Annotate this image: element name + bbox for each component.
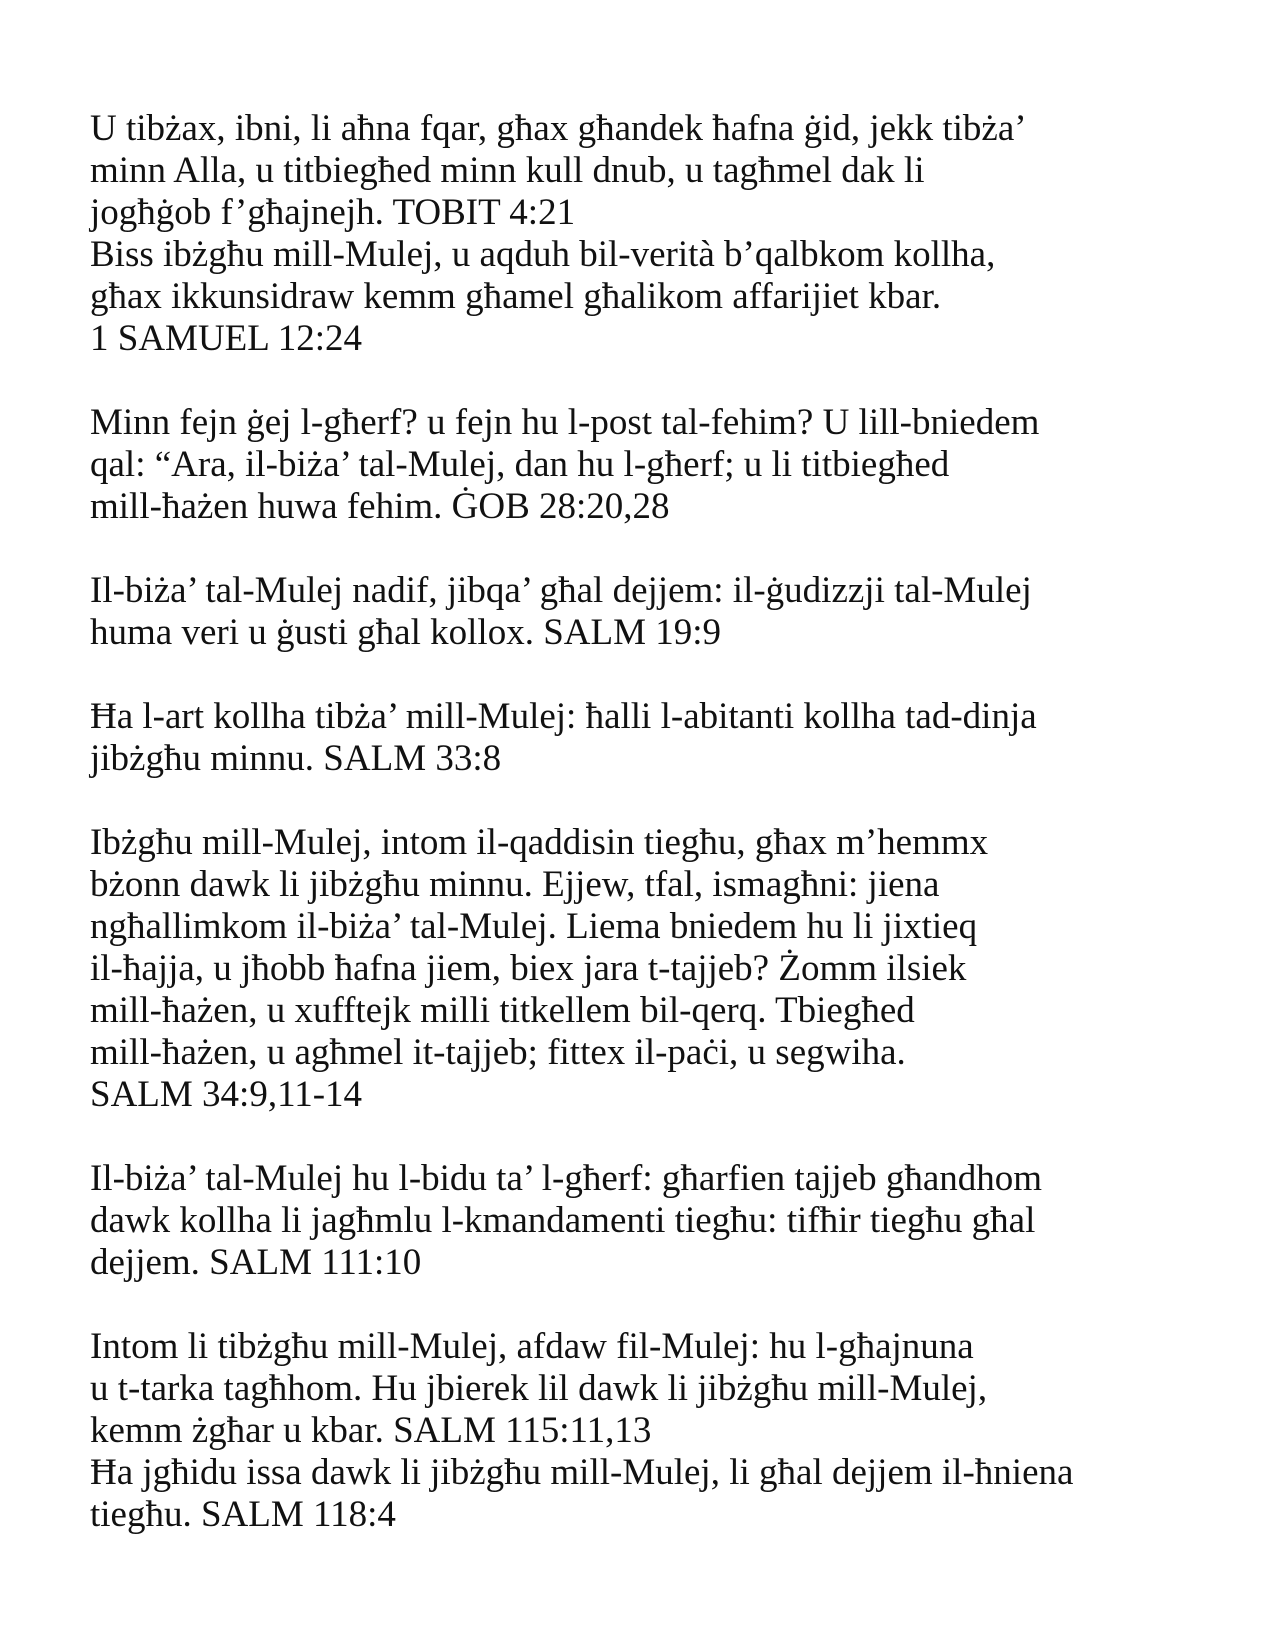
text-line: Ħa jgħidu issa dawk li jibżgħu mill-Mulej, li għal dejjem il-ħniena [90, 1452, 1074, 1493]
text-line: Il-biża’ tal-Mulej nadif, jibqa’ għal dejjem: il-ġudizzji tal-Mulej [90, 570, 1032, 611]
verse-block-6 [90, 1158, 1200, 1284]
verse-block-5 [90, 822, 1200, 1116]
text-line: Intom li tibżgħu mill-Mulej, afdaw fil-Mulej: hu l-għajnuna [90, 1326, 974, 1367]
text-line: Ibżgħu mill-Mulej, intom il-qaddisin tiegħu, għax m’hemmx [90, 822, 989, 863]
text-line: Il-biża’ tal-Mulej hu l-bidu ta’ l-għerf: għarfien tajjeb għandhom [90, 1158, 1043, 1199]
text-line: mill-ħażen huwa fehim. ĠOB 28:20,28 [90, 486, 670, 527]
verse-block-1 [90, 108, 1200, 360]
text-line: Minn fejn ġej l-għerf? u fejn hu l-post tal-fehim? U lill-bniedem [90, 402, 1040, 443]
text-line: il-ħajja, u jħobb ħafna jiem, biex jara t-tajjeb? Żomm ilsiek [90, 948, 967, 989]
text-line: dejjem. SALM 111:10 [90, 1242, 422, 1283]
text-line: jogħġob f’għajnejh. TOBIT 4:21 [90, 192, 576, 233]
verse-block-4 [90, 696, 1200, 780]
text-line: Biss ibżgħu mill-Mulej, u aqduh bil-verità b’qalbkom kollha, [90, 234, 996, 275]
text-line: mill-ħażen, u xufftejk milli titkellem bil-qerq. Tbiegħed [90, 990, 915, 1031]
text-line: huma veri u ġusti għal kollox. SALM 19:9 [90, 612, 722, 653]
text-line: jibżgħu minnu. SALM 33:8 [90, 738, 502, 779]
text-line: 1 SAMUEL 12:24 [90, 318, 363, 359]
text-line: SALM 34:9,11-14 [90, 1074, 363, 1115]
text-line: mill-ħażen, u agħmel it-tajjeb; fittex il-paċi, u segwiha. [90, 1032, 906, 1073]
text-line: tiegħu. SALM 118:4 [90, 1494, 396, 1535]
verse-block-7 [90, 1326, 1200, 1536]
verse-block-2 [90, 402, 1200, 528]
verse-block-3 [90, 570, 1200, 654]
text-line: dawk kollha li jagħmlu l-kmandamenti tiegħu: tifħir tiegħu għal [90, 1200, 1036, 1241]
document-page [90, 108, 1200, 1536]
text-line: minn Alla, u titbiegħed minn kull dnub, u tagħmel dak li [90, 150, 925, 191]
text-line: kemm żgħar u kbar. SALM 115:11,13 [90, 1410, 652, 1451]
text-line: għax ikkunsidraw kemm għamel għalikom affarijiet kbar. [90, 276, 942, 317]
text-line: u t-tarka tagħhom. Hu jbierek lil dawk li jibżgħu mill-Mulej, [90, 1368, 988, 1409]
text-line: qal: “Ara, il-biża’ tal-Mulej, dan hu l-għerf; u li titbiegħed [90, 444, 950, 485]
text-line: ngħallimkom il-biża’ tal-Mulej. Liema bniedem hu li jixtieq [90, 906, 978, 947]
text-line: U tibżax, ibni, li aħna fqar, għax għandek ħafna ġid, jekk tibża’ [90, 108, 1027, 149]
text-line: Ħa l-art kollha tibża’ mill-Mulej: ħalli l-abitanti kollha tad-dinja [90, 696, 1037, 737]
text-line: bżonn dawk li jibżgħu minnu. Ejjew, tfal, ismagħni: jiena [90, 864, 940, 905]
